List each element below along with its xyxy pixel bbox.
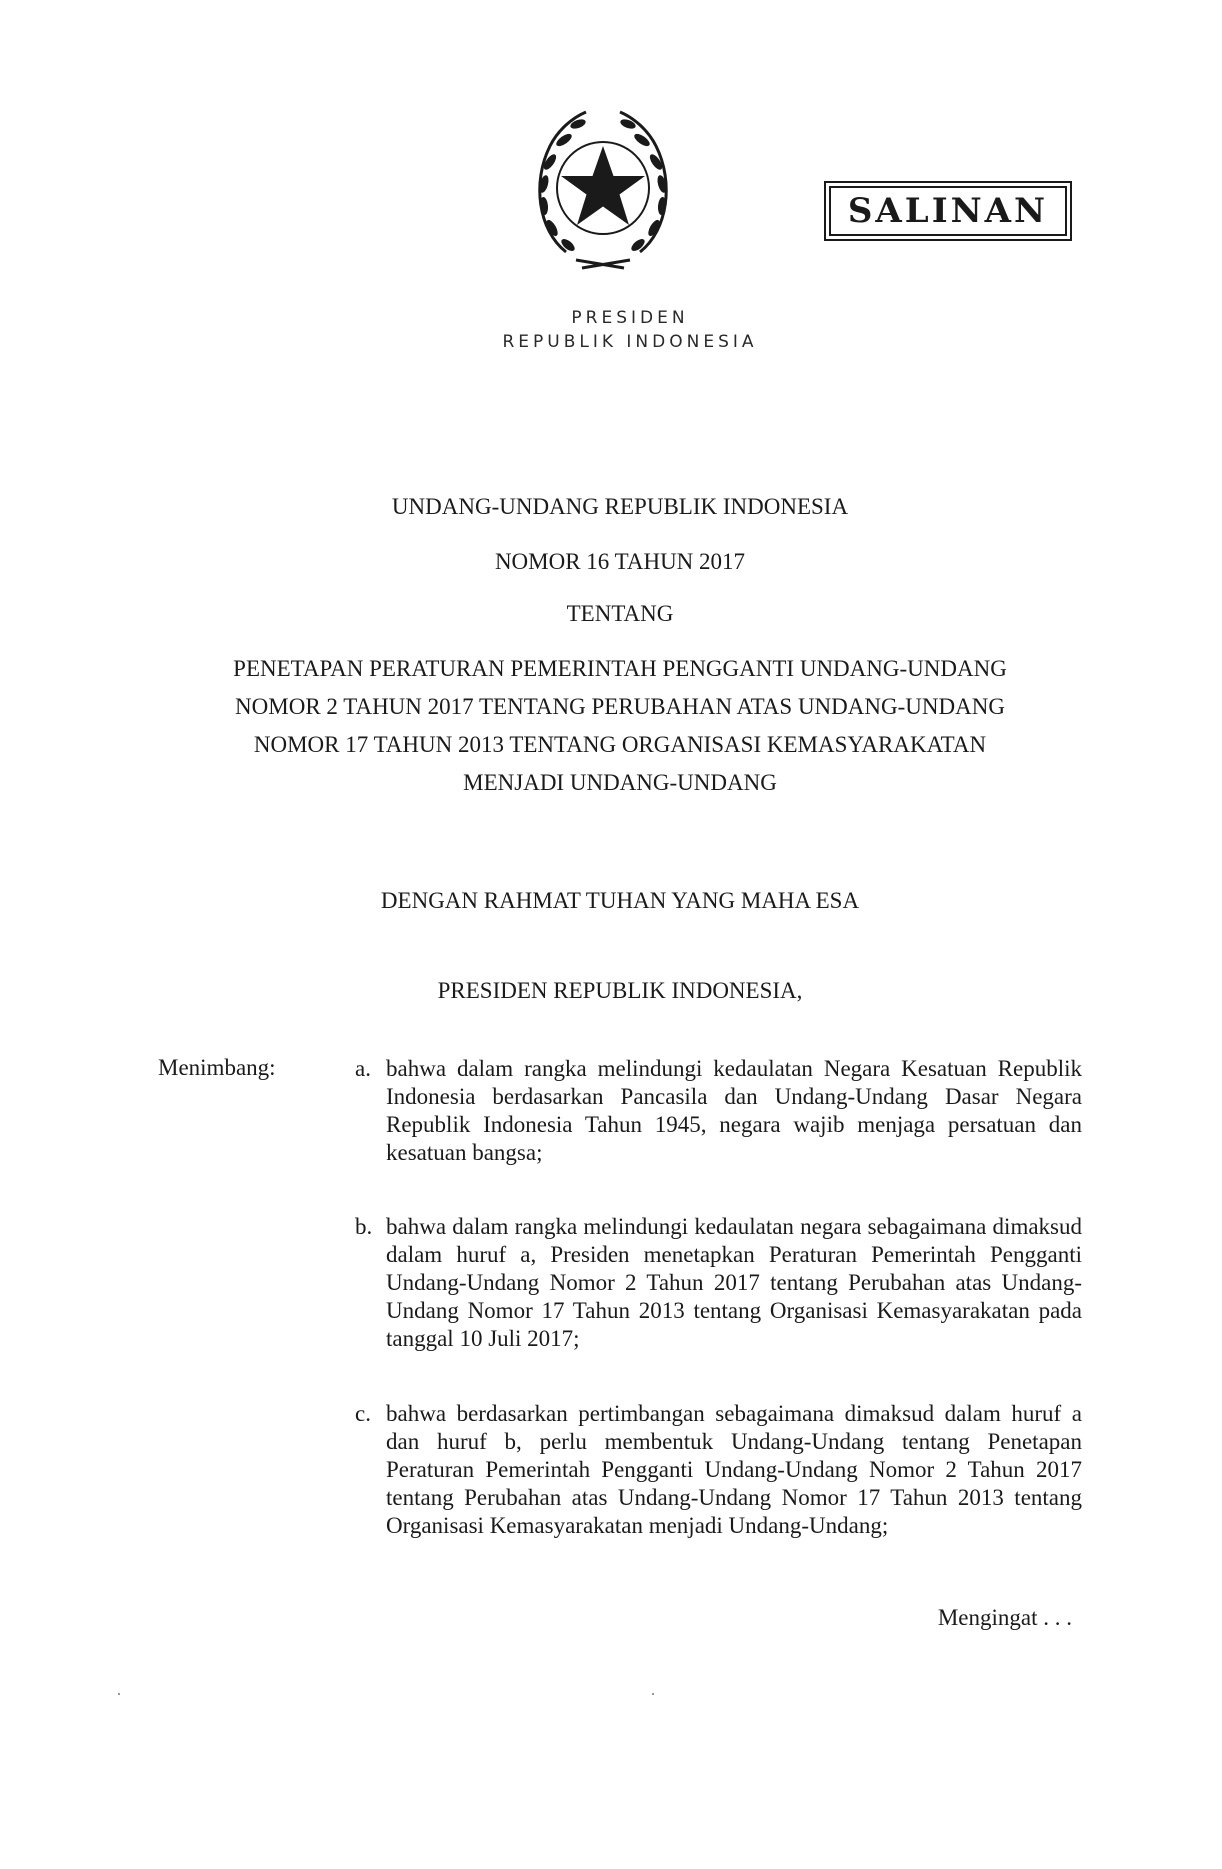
- considering-item-text: bahwa berdasarkan pertimbangan sebagaimana dimaksud dalam huruf a dan huruf b, perlu membentuk Undang-Undang tentang Penetapan Peraturan Pemerintah Pengganti Undang-Undang Nomor 2 Tahun 2017 tentang Perubahan atas Undang-Undang Nomor 17 Tahun 2013 tentang Organisasi Kemasyarakatan menjadi Undang-Undang;: [386, 1401, 1082, 1538]
- scan-speck: [652, 1693, 654, 1695]
- enacting-authority: PRESIDEN REPUBLIK INDONESIA,: [437, 978, 803, 1003]
- considering-label: Menimbang:: [158, 1055, 276, 1080]
- considering-item-letter: a.: [355, 1056, 371, 1081]
- institution-name: [480, 306, 780, 354]
- considering-item-text: bahwa dalam rangka melindungi kedaulatan negara sebagaimana dimaksud dalam huruf a, Presiden menetapkan Peraturan Pemerintah Pengganti Undang-Undang Nomor 2 Tahun 2017 tentang Perubahan atas Undang-Undang Nomor 17 Tahun 2013 tentang Organisasi Kemasyarakatan pada tanggal 10 Juli 2017;: [386, 1214, 1082, 1351]
- law-type: UNDANG-UNDANG REPUBLIK INDONESIA: [391, 494, 849, 519]
- law-title-line: PENETAPAN PERATURAN PEMERINTAH PENGGANTI UNDANG-UNDANG: [233, 656, 1007, 681]
- copy-stamp: [824, 181, 1072, 241]
- considering-item-letter: b.: [355, 1214, 373, 1239]
- considering-item: [355, 1213, 1082, 1353]
- considering-item: [355, 1055, 1082, 1167]
- considering-item-letter: c.: [355, 1401, 371, 1426]
- blessing-formula: DENGAN RAHMAT TUHAN YANG MAHA ESA: [380, 888, 860, 913]
- law-number: NOMOR 16 TAHUN 2017: [494, 549, 746, 574]
- considering-item-text: bahwa dalam rangka melindungi kedaulatan Negara Kesatuan Republik Indonesia berdasarkan Pancasila dan Undang-Undang Dasar Negara Republik Indonesia Tahun 1945, negara wajib menjaga persatuan dan kesatuan bangsa;: [386, 1056, 1082, 1165]
- continuation-marker: Mengingat . . .: [937, 1605, 1072, 1630]
- scan-speck: [118, 1693, 120, 1695]
- institution-line-2: REPUBLIK INDONESIA: [502, 332, 758, 352]
- considering-item: [355, 1400, 1082, 1540]
- law-about: TENTANG: [566, 601, 674, 626]
- copy-stamp-label: SALINAN: [829, 186, 1067, 236]
- law-title-line: MENJADI UNDANG-UNDANG: [463, 770, 777, 795]
- law-title-line: NOMOR 17 TAHUN 2013 TENTANG ORGANISASI KEMASYARAKATAN: [253, 732, 987, 757]
- law-title-line: NOMOR 2 TAHUN 2017 TENTANG PERUBAHAN ATAS UNDANG-UNDANG: [235, 694, 1005, 719]
- institution-line-1: PRESIDEN: [571, 308, 689, 328]
- law-title: [120, 650, 1120, 802]
- garuda-star-emblem-icon: [528, 102, 678, 274]
